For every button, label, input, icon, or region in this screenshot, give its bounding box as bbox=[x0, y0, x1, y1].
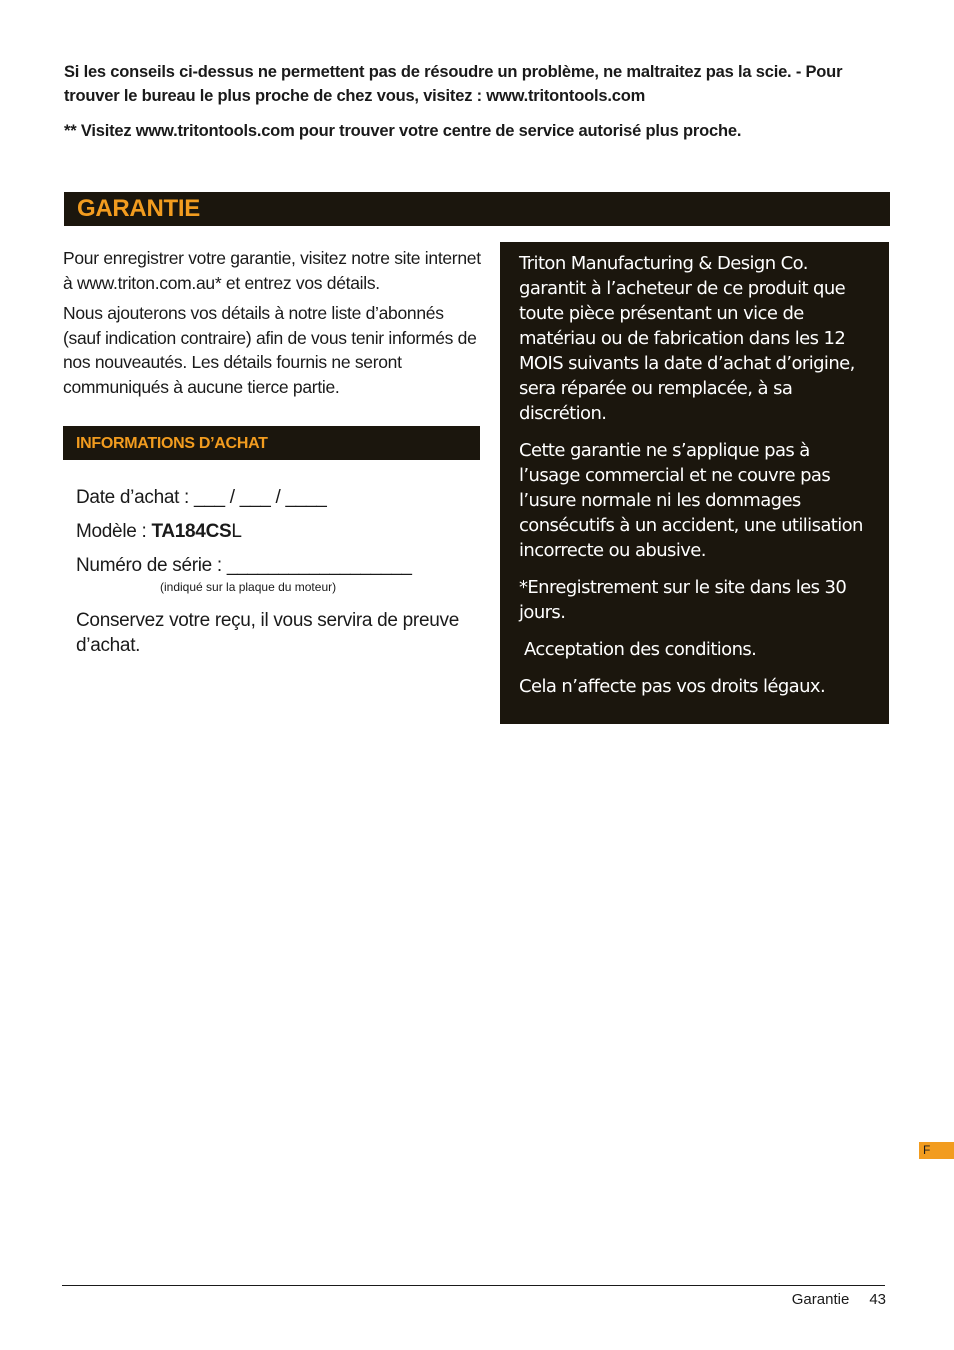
purchase-info-form bbox=[76, 485, 476, 658]
service-center-note: ** Visitez www.tritontools.com pour trouver votre centre de service autorisé plus proche. bbox=[64, 122, 742, 140]
page-footer bbox=[792, 1291, 886, 1309]
serial-number-note: (indiqué sur la plaque du moteur) bbox=[160, 580, 337, 594]
purchase-info-header bbox=[63, 426, 480, 460]
purchase-date-line: Date d’achat : ___ / ___ / ____ bbox=[76, 487, 327, 508]
registration-deadline: *Enregistrement sur le site dans les 30 jours. bbox=[519, 577, 847, 623]
warranty-exclusions: Cette garantie ne s’applique pas à l’usage commercial et ne couvre pas l’usure normale ni les dommages consécutifs à un accident, une utilisation incorrecte ou abusive. bbox=[519, 440, 863, 561]
model-label: Modèle : bbox=[76, 521, 152, 542]
section-title: GARANTIE bbox=[77, 195, 200, 222]
legal-rights-note: Cela n’affecte pas vos droits légaux. bbox=[519, 676, 826, 697]
terms-acceptance: Acceptation des conditions. bbox=[524, 639, 757, 660]
warranty-paragraph: Triton Manufacturing & Design Co. garantit à l’acheteur de ce produit que toute pièce présentant un vice de matériau ou de fabrication dans les 12 MOIS suivants la date d’achat d’origine, sera réparée ou remplacée, à sa discrétion. bbox=[519, 253, 855, 424]
section-header-bar bbox=[64, 192, 890, 226]
intro-notes bbox=[64, 60, 884, 143]
keep-receipt-note: Conservez votre reçu, il vous servira de preuve d’achat. bbox=[76, 610, 459, 656]
page-number: 43 bbox=[869, 1291, 886, 1308]
model-suffix: L bbox=[231, 521, 242, 542]
privacy-paragraph: Nous ajouterons vos détails à notre liste d’abonnés (sauf indication contraire) afin de vous tenir informés de nos nouveautés. Les détails fournis ne seront communiqués à aucune tierce partie. bbox=[63, 303, 477, 397]
purchase-info-title: INFORMATIONS D’ACHAT bbox=[76, 435, 268, 452]
model-number: TA184CS bbox=[151, 521, 232, 542]
registration-paragraph: Pour enregistrer votre garantie, visitez notre site internet à www.triton.com.au* et entrez vos détails. bbox=[63, 248, 481, 293]
warranty-terms-box bbox=[500, 242, 889, 724]
intro-paragraph: Si les conseils ci-dessus ne permettent pas de résoudre un problème, ne maltraitez pas la scie. - Pour trouver le bureau le plus proche de chez vous, visitez : www.tritontools.com bbox=[64, 63, 843, 105]
model-line bbox=[76, 519, 476, 544]
registration-text bbox=[63, 246, 483, 405]
serial-number-line: Numéro de série : __________________ bbox=[76, 555, 412, 576]
footer-section-name: Garantie bbox=[791, 1291, 850, 1308]
footer-divider bbox=[62, 1285, 885, 1286]
language-tab bbox=[919, 1142, 954, 1159]
language-tab-label: F bbox=[923, 1143, 931, 1157]
